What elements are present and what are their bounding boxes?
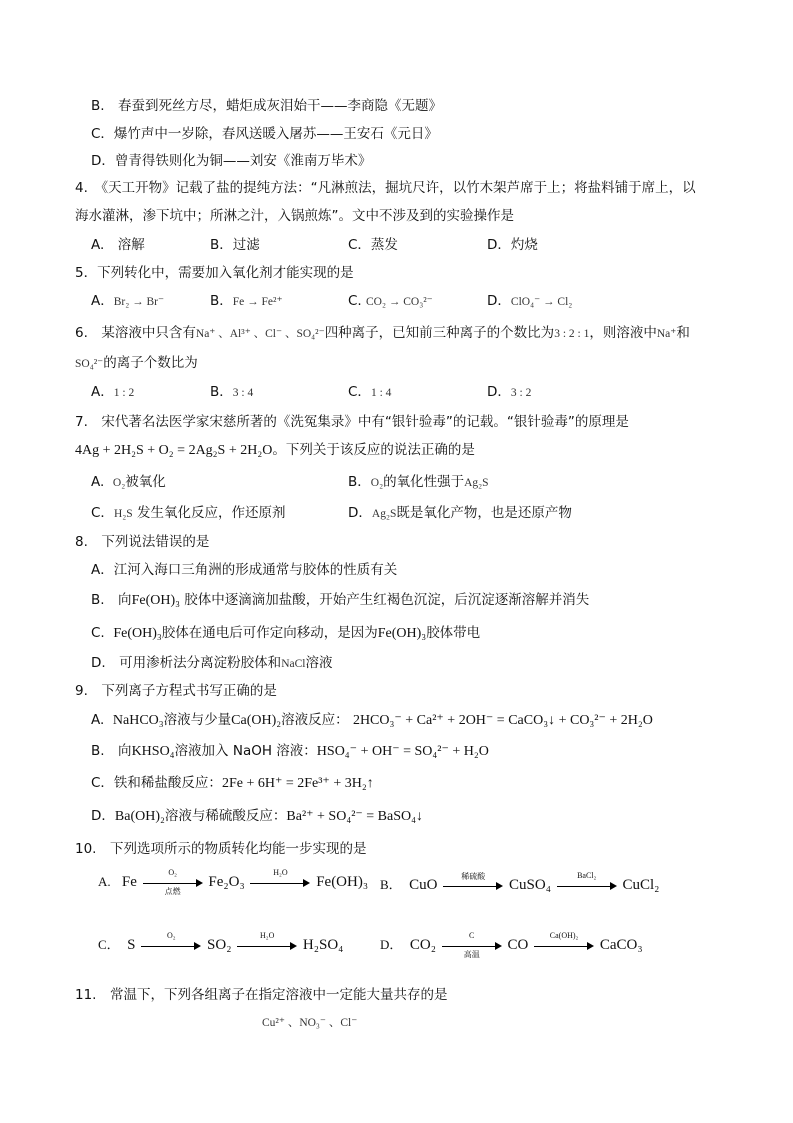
reaction-arrow: O₂	[141, 940, 201, 952]
q6-stem-line2: SO₄²⁻的离子个数比为	[75, 355, 198, 371]
q9-option-b: B. 向KHSO₄溶液加入 NaOH 溶液：HSO₄⁻ + OH⁻ = SO₄²⁻ + H₂O	[91, 743, 489, 759]
q5-stem: 5．下列转化中，需要加入氧化剂才能实现的是	[75, 265, 354, 281]
q9-stem: 9. 下列离子方程式书写正确的是	[75, 683, 277, 699]
q6-option-c: C．1 : 4	[348, 384, 392, 400]
q7-option-b: B．O₂的氧化性强于Ag₂S	[348, 474, 489, 490]
q6-option-d: D．3 : 2	[487, 384, 532, 400]
q4-stem-line1: 4. 《天工开物》记载了盐的提纯方法：“凡淋煎法，掘坑尺许，以竹木架芦席于上；将盐料铺于席上，以	[75, 180, 696, 196]
q10-option-c: C． S O₂ SO₂ H₂O H₂SO₄	[98, 930, 344, 953]
q3-option-b: B. 春蚕到死丝方尽，蜡炬成灰泪始干——李商隐《无题》	[91, 98, 443, 114]
reaction-arrow: Ca(OH)₂	[534, 940, 594, 952]
q8-option-d: D. 可用渗析法分离淀粉胶体和NaCl溶液	[91, 655, 333, 671]
q5-option-a: A．Br₂ → Br⁻	[91, 293, 165, 309]
q4-stem-line2: 海水灌淋，渗下坑中；所淋之汁，入锅煎炼”。文中不涉及到的实验操作是	[75, 208, 514, 224]
q7-equation: 4Ag + 2H₂S + O₂ = 2Ag₂S + 2H₂O	[75, 443, 273, 458]
q4-option-d: D．灼烧	[487, 237, 538, 253]
q8-option-b: B. 向Fe(OH)₃ 胶体中逐滴滴加盐酸，开始产生红褐色沉淀，后沉淀逐渐溶解并消失	[91, 592, 590, 608]
q6-option-a: A．1 : 2	[91, 384, 135, 400]
q11-ions: Cu²⁺ 、NO₃⁻ 、Cl⁻	[262, 1017, 358, 1029]
q7-option-a: A. O₂被氧化	[91, 474, 166, 490]
q8-stem: 8. 下列说法错误的是	[75, 534, 210, 550]
q6-stem-line1: 6. 某溶液中只含有Na⁺ 、Al³⁺ 、Cl⁻ 、SO₄²⁻四种离子，已知前三种离子的个数比为3 : 2 : 1，则溶液中Na⁺和	[75, 325, 690, 341]
q9-option-c: C．铁和稀盐酸反应：2Fe + 6H⁺ = 2Fe³⁺ + 3H₂↑	[91, 775, 374, 791]
q5-option-d: D．ClO₄⁻ → Cl₂	[487, 293, 573, 309]
q4-option-c: C．蒸发	[348, 237, 398, 253]
q9-option-a: A. NaHCO₃溶液与少量Ca(OH)₂溶液反应： 2HCO₃⁻ + Ca²⁺ + 2OH⁻ = CaCO₃↓ + CO₃²⁻ + 2H₂O	[91, 712, 653, 728]
q8-option-c: C. Fe(OH)₃胶体在通电后可作定向移动，是因为Fe(OH)₃胶体带电	[91, 625, 481, 641]
q10-option-d: D． CO₂ C 高温 CO Ca(OH)₂ CaCO₃	[380, 930, 643, 959]
q3-option-c: C．爆竹声中一岁除，春风送暖入屠苏——王安石《元日》	[91, 126, 438, 142]
q5-option-c: C. CO₂ → CO₃²⁻	[348, 293, 433, 309]
reaction-arrow: C 高温	[442, 940, 502, 952]
q7-option-d: D．Ag₂S既是氧化产物，也是还原产物	[348, 505, 572, 521]
reaction-arrow: H₂O	[237, 940, 297, 952]
q7-stem-line2: 4Ag + 2H₂S + O₂ = 2Ag₂S + 2H₂O。下列关于该反应的说法正确的是	[75, 442, 475, 458]
q6-option-b: B．3 : 4	[210, 384, 254, 400]
q4-option-a: A. 溶解	[91, 237, 145, 253]
q9-option-d: D．Ba(OH)₂溶液与稀硫酸反应：Ba²⁺ + SO₄²⁻ = BaSO₄↓	[91, 808, 424, 824]
reaction-arrow: O₂ 点燃	[143, 877, 203, 889]
q3-option-d: D．曾青得铁则化为铜——刘安《淮南万毕术》	[91, 153, 372, 169]
reaction-arrow: BaCl₂	[557, 880, 617, 892]
q7-option-c: C．H₂S 发生氧化反应，作还原剂	[91, 505, 286, 521]
reaction-arrow: H₂O	[250, 877, 310, 889]
q10-stem: 10. 下列选项所示的物质转化均能一步实现的是	[75, 841, 367, 857]
q7-stem-line1: 7. 宋代著名法医学家宋慈所著的《洗冤集录》中有“银针验毒”的记载。“银针验毒”的原理是	[75, 414, 629, 430]
q5-option-b: B．Fe → Fe²⁺	[210, 293, 283, 309]
q11-stem: 11. 常温下，下列各组离子在指定溶液中一定能大量共存的是	[75, 987, 448, 1003]
q10-option-b: B． CuO 稀硫酸 CuSO₄ BaCl₂ CuCl₂	[380, 870, 660, 893]
reaction-arrow: 稀硫酸	[443, 880, 503, 892]
q8-option-a: A．江河入海口三角洲的形成通常与胶体的性质有关	[91, 562, 398, 578]
q10-option-a: A. Fe O₂ 点燃 Fe₂O₃ H₂O Fe(OH)₃	[98, 867, 369, 896]
q4-option-b: B．过滤	[210, 237, 260, 253]
